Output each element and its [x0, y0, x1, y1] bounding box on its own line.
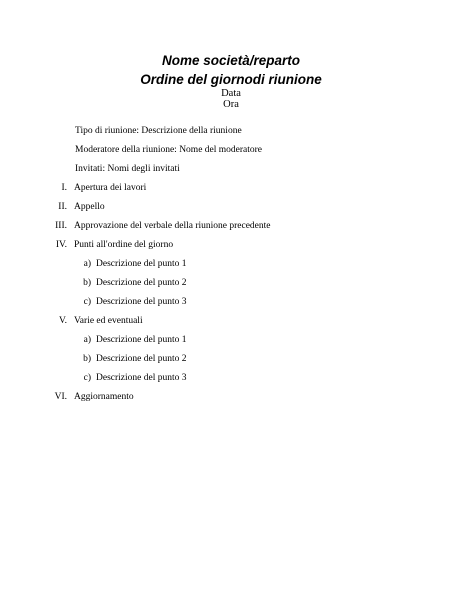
agenda-item-number: VI.: [54, 392, 67, 402]
meeting-date: Data: [221, 88, 241, 99]
invited-field: Invitati: Nomi degli invitati: [75, 164, 180, 174]
sub-item-letter: c): [83, 373, 91, 383]
agenda-item-number: III.: [55, 221, 67, 231]
sub-item-text: Descrizione del punto 3: [96, 297, 187, 307]
sub-item-letter: b): [83, 354, 91, 364]
sub-item-text: Descrizione del punto 1: [96, 335, 187, 345]
sub-item-letter: a): [83, 259, 91, 269]
sub-item-text: Descrizione del punto 2: [96, 278, 187, 288]
sub-item-letter: a): [83, 335, 91, 345]
moderator-field: Moderatore della riunione: Nome del moderatore: [75, 145, 263, 155]
sub-item-letter: b): [83, 278, 91, 288]
agenda-item-number: V.: [58, 316, 67, 326]
agenda-item-number: II.: [58, 202, 67, 212]
sub-item-letter: c): [83, 297, 91, 307]
agenda-item-agenda-points: Punti all'ordine del giorno: [74, 240, 174, 250]
company-name: Nome società/reparto: [161, 53, 301, 68]
agenda-item-number: IV.: [55, 240, 67, 250]
agenda-title: Ordine del giornodi riunione: [140, 72, 322, 87]
agenda-item-roll-call: Appello: [74, 202, 105, 212]
meeting-type-field: Tipo di riunione: Descrizione della riunione: [75, 126, 242, 136]
sub-item-text: Descrizione del punto 3: [96, 373, 187, 383]
agenda-item-number: I.: [61, 183, 67, 193]
agenda-item-minutes-approval: Approvazione del verbale della riunione precedente: [74, 221, 271, 231]
sub-item-text: Descrizione del punto 2: [96, 354, 187, 364]
agenda-item-other-business: Varie ed eventuali: [74, 316, 143, 326]
meeting-time: Ora: [223, 99, 239, 110]
agenda-item-opening: Apertura dei lavori: [74, 183, 147, 193]
sub-item-text: Descrizione del punto 1: [96, 259, 187, 269]
agenda-item-adjournment: Aggiornamento: [74, 392, 134, 402]
